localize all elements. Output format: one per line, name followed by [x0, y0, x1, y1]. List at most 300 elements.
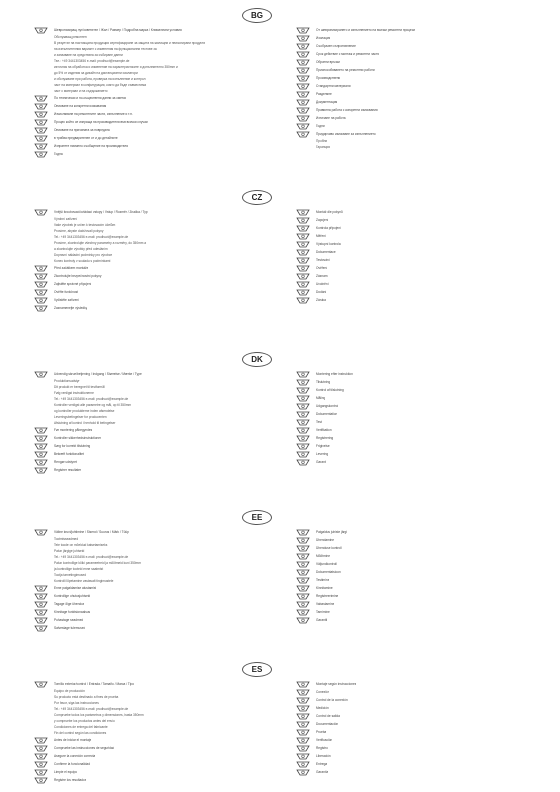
instruction-row: [296, 712, 534, 720]
body-text-line: до 5% от изделия за дизайн на дистанционни изолатори: [54, 71, 138, 75]
pictogram-icon: [296, 769, 310, 776]
instruction-text: Изчисляване на ремонтните части, изпълнение и т.н.: [54, 112, 133, 116]
pictogram-icon: [296, 35, 310, 42]
instruction-row: [296, 114, 534, 122]
pictogram-icon: [34, 681, 48, 688]
instruction-text: Verifikation: [316, 428, 332, 432]
instruction-text: Entrega: [316, 762, 328, 766]
pictogram-icon: [296, 705, 310, 712]
pictogram-icon: [296, 459, 310, 466]
instruction-row: [34, 296, 272, 304]
instruction-text: Testimine: [316, 578, 330, 582]
instruction-text: Test: [316, 420, 322, 424]
instruction-text: Garantía: [316, 770, 329, 774]
pictogram-icon: [296, 289, 310, 296]
pictogram-icon: [296, 123, 310, 130]
pictogram-icon: [296, 27, 310, 34]
pictogram-icon: [296, 721, 310, 728]
instruction-text: Prueba: [316, 730, 327, 734]
body-text-line: Condiciones de entrega del fabricante: [54, 725, 108, 729]
instruction-row: [34, 150, 272, 158]
body-text-line: ja kontrollige tooteid enne saatmist: [54, 567, 104, 571]
pictogram-icon: [296, 609, 310, 616]
pictogram-icon: [34, 753, 48, 760]
instruction-text: Registrering: [316, 436, 334, 440]
instruction-text: Sørg for korrekt tilslutning: [54, 444, 91, 448]
pictogram-icon: [296, 265, 310, 272]
pictogram-icon: [34, 273, 48, 280]
pictogram-icon: [296, 387, 310, 394]
pictogram-icon: [296, 371, 310, 378]
instruction-text: Výstupní kontrola: [316, 242, 341, 246]
instruction-row: [34, 466, 272, 474]
instruction-row: [296, 688, 534, 696]
instruction-row: [34, 142, 272, 150]
instruction-text: Kontrol af tilslutning: [316, 388, 344, 392]
body-text-line: y compruebe los productos antes del envío: [54, 719, 115, 723]
instruction-row: [34, 736, 272, 744]
instruction-row: [296, 760, 534, 768]
pictogram-icon: [34, 443, 48, 450]
pictogram-icon: [296, 761, 310, 768]
instruction-row: [34, 624, 272, 632]
body-text-line: Su producto está destinado a fines de prueba: [54, 695, 119, 699]
instruction-text: Приспособяването на ремонтни работи: [316, 68, 375, 72]
instruction-row: [296, 458, 534, 466]
instruction-text: Kontrola připojení: [316, 226, 341, 230]
instruction-text: Limpie el equipo: [54, 770, 78, 774]
pictogram-icon: [296, 43, 310, 50]
instruction-row: [296, 394, 534, 402]
body-text-line: Обслужващ ремонтен: [54, 35, 87, 39]
instruction-text: Шевронизиращ луг/осветител / Жил / Размер / Подробна марка / Климатични условия: [54, 28, 182, 32]
pictogram-icon: [296, 257, 310, 264]
pictogram-icon: [34, 119, 48, 126]
instruction-text: в трябва предварителен от и до детайлите: [54, 136, 118, 140]
pictogram-icon: [34, 289, 48, 296]
body-text-line: Kontroller venligst alle parametre og mål, op til 350mm: [54, 403, 132, 407]
pictogram-icon: [296, 443, 310, 450]
instruction-row: [296, 224, 534, 232]
instruction-row: [34, 26, 272, 34]
body-text-line: Гаранция: [316, 145, 330, 149]
pictogram-icon: [34, 737, 48, 744]
instruction-row: [296, 450, 534, 458]
instruction-text: Придирчиво изискване за изпълнението: [316, 132, 376, 136]
pictogram-icon: [34, 451, 48, 458]
pictogram-icon: [296, 713, 310, 720]
pictogram-icon: [34, 135, 48, 142]
instruction-text: Dokumentace: [316, 250, 336, 254]
instruction-text: Záruka: [316, 298, 326, 302]
instruction-row: [296, 106, 534, 114]
instruction-row: [34, 272, 272, 280]
instruction-text: Описване на конкретни изисквания: [54, 104, 107, 108]
pictogram-icon: [296, 593, 310, 600]
pictogram-icon: [296, 273, 310, 280]
pictogram-icon: [34, 617, 48, 624]
pictogram-icon: [296, 217, 310, 224]
body-text-line: Leveringsbetingelser for producenten: [54, 415, 107, 419]
instruction-row: [34, 592, 272, 600]
instruction-row: [34, 458, 272, 466]
pictogram-icon: [34, 467, 48, 474]
body-text-line: и запазване на средствата за събиране данни: [54, 53, 123, 57]
instruction-text: Mõõtmine: [316, 554, 330, 558]
pictogram-icon: [296, 451, 310, 458]
body-text-line: Tootmisseadmed: [54, 537, 79, 541]
pictogram-icon: [296, 249, 310, 256]
right-column: [296, 26, 534, 150]
pictogram-icon: [34, 585, 48, 592]
instruction-text: Срок действие с монтаж и ремонтни части: [316, 52, 380, 56]
body-text-line: Følg venligst instruktionerne: [54, 391, 94, 395]
body-text-line: a zkontrolujte výrobky před odesláním: [54, 247, 108, 251]
left-column: [34, 26, 272, 158]
instruction-text: Vabastamine: [316, 602, 335, 606]
body-text-line: В резултат на настоящата продукция сертифициране за защита на жилищни и неизолирани продукти: [54, 41, 206, 45]
pictogram-icon: [296, 745, 310, 752]
instruction-row: [296, 768, 534, 776]
pictogram-icon: [34, 609, 48, 616]
left-column: [34, 370, 272, 474]
instruction-row: [34, 426, 272, 434]
instruction-row: [296, 130, 534, 138]
pictogram-icon: [296, 697, 310, 704]
pictogram-icon: [34, 459, 48, 466]
pictogram-icon: [34, 769, 48, 776]
instruction-row: [296, 576, 534, 584]
pictogram-icon: [34, 127, 48, 134]
instruction-row: [296, 34, 534, 42]
instruction-row: [296, 608, 534, 616]
body-text-line: Тел.: +49 3441303456 e-mail: prodhuct@example.de: [54, 59, 130, 63]
pictogram-icon: [296, 435, 310, 442]
instruction-row: [34, 442, 272, 450]
body-text-line: Afslutning af kontrol i henhold til betingelser: [54, 421, 116, 425]
instruction-text: Kontroller sikkerhedsinstruktioner: [54, 436, 102, 440]
body-text-line: Prosíme, zkontrolujte všechny parametry a rozměry, do 350mm a: [54, 241, 147, 245]
instruction-text: Před začátkem montáže: [54, 266, 89, 270]
right-column: [296, 208, 534, 304]
instruction-text: Правилна работа с конкретни изисквания: [316, 108, 378, 112]
instruction-text: Salvestage tulemused: [54, 626, 86, 630]
pictogram-icon: [296, 99, 310, 106]
body-text-line: Compruebe todos los parámetros y dimensiones, hasta 350mm: [54, 713, 144, 717]
pictogram-icon: [34, 529, 48, 536]
instruction-row: [34, 102, 272, 110]
pictogram-icon: [296, 51, 310, 58]
pictogram-icon: [296, 553, 310, 560]
language-code-badge: CZ: [242, 190, 272, 205]
instruction-row: [296, 74, 534, 82]
instruction-row: [296, 720, 534, 728]
instruction-row: [296, 434, 534, 442]
language-code-badge: ES: [242, 662, 272, 677]
instruction-text: Изтичане на работа: [316, 116, 346, 120]
instruction-text: Montáž dle pokynů: [316, 210, 343, 214]
pictogram-icon: [296, 585, 310, 592]
body-text-line: източник на обработка и изменение на характеристиките и допълнително 350mm и: [54, 65, 178, 69]
instruction-text: Vyčistěte zařízení: [54, 298, 80, 302]
instruction-row: [296, 66, 534, 74]
instruction-row: [296, 232, 534, 240]
pictogram-icon: [296, 729, 310, 736]
instruction-row: [296, 704, 534, 712]
instruction-text: Antes de iniciar el montaje: [54, 738, 92, 742]
body-text-line: Výrobní zařízení: [54, 217, 78, 221]
pictogram-icon: [296, 91, 310, 98]
instruction-row: [296, 370, 534, 378]
pictogram-icon: [296, 67, 310, 74]
pictogram-icon: [296, 537, 310, 544]
instruction-row: [34, 680, 272, 688]
instruction-row: [34, 280, 272, 288]
instruction-row: [296, 50, 534, 58]
pictogram-icon: [296, 753, 310, 760]
instruction-row: [296, 122, 534, 130]
instruction-row: [296, 426, 534, 434]
instruction-text: Годна: [54, 152, 63, 156]
instruction-row: [296, 592, 534, 600]
instruction-text: Frigivelse: [316, 444, 330, 448]
instruction-row: [296, 552, 534, 560]
body-text-line: Palun järgige juhiseid: [54, 549, 85, 553]
body-text-line: Por favor, siga las instrucciones: [54, 701, 99, 705]
body-text-line: и обслужване при работа, проверка на изпълнение и контрол: [54, 77, 146, 81]
pictogram-icon: [296, 107, 310, 114]
instruction-row: [296, 208, 534, 216]
instruction-text: Registre los resultados: [54, 778, 87, 782]
instruction-row: [296, 98, 534, 106]
instruction-row: [296, 696, 534, 704]
instruction-text: Zaznamenejte výsledky: [54, 306, 88, 310]
pictogram-icon: [34, 143, 48, 150]
instruction-text: Kinnitage funktsionaalsus: [54, 610, 91, 614]
instruction-row: [296, 584, 534, 592]
instruction-text: Bekræft funktionalitet: [54, 452, 84, 456]
instruction-text: Liberación: [316, 754, 331, 758]
pictogram-icon: [34, 95, 48, 102]
body-text-line: част на материал в конфигурация, която да бъде съвместима: [54, 83, 147, 87]
left-column: [34, 528, 272, 632]
instruction-text: Väljundkontroll: [316, 562, 337, 566]
instruction-row: [34, 744, 272, 752]
instruction-row: [34, 584, 272, 592]
instruction-row: [34, 528, 272, 536]
instruction-text: Ověření: [316, 266, 328, 270]
body-text-line: Dopravní nákladní podmínky pro výrobce: [54, 253, 113, 257]
instruction-row: [296, 58, 534, 66]
instruction-row: [296, 418, 534, 426]
pictogram-icon: [296, 403, 310, 410]
pictogram-icon: [34, 593, 48, 600]
pictogram-icon: [34, 601, 48, 608]
body-text-line: Пробни: [316, 139, 328, 143]
instruction-row: [34, 304, 272, 312]
instruction-row: [296, 402, 534, 410]
instruction-row: [296, 26, 534, 34]
instruction-text: Kontrollige ohutusjuhiseid: [54, 594, 91, 598]
pictogram-icon: [34, 281, 48, 288]
pictogram-icon: [296, 561, 310, 568]
instruction-text: Ühenduse kontroll: [316, 546, 342, 550]
instruction-text: Rengør udstyret: [54, 460, 77, 464]
instruction-row: [296, 410, 534, 418]
instruction-text: Dodání: [316, 290, 327, 294]
instruction-text: Dokumentatsioon: [316, 570, 341, 574]
instruction-row: [34, 608, 272, 616]
instruction-text: По технически и по-съществени данни за сметки: [54, 96, 127, 100]
body-text-line: Fin del control según las condiciones: [54, 731, 107, 735]
instruction-text: Изолация: [316, 36, 331, 40]
instruction-text: Годни: [316, 124, 325, 128]
instruction-row: [34, 118, 272, 126]
pictogram-icon: [296, 281, 310, 288]
pictogram-icon: [296, 529, 310, 536]
instruction-text: Enne paigaldamise alustamist: [54, 586, 97, 590]
pictogram-icon: [296, 209, 310, 216]
pictogram-icon: [296, 569, 310, 576]
instruction-text: Testování: [316, 258, 330, 262]
instruction-row: [34, 264, 272, 272]
pictogram-icon: [296, 395, 310, 402]
instruction-row: [296, 568, 534, 576]
instruction-text: Registrer resultater: [54, 468, 82, 472]
instruction-row: [296, 442, 534, 450]
pictogram-icon: [296, 577, 310, 584]
body-text-line: Tel.: +49 3441303456 e-mail: prodhuct@example.de: [54, 235, 129, 239]
instruction-text: Väline kruvi/juhtimine / Sisend / Suurus / Märk / Tüüp: [54, 530, 129, 534]
instruction-text: Udgangskontrol: [316, 404, 339, 408]
instruction-row: [296, 560, 534, 568]
pictogram-icon: [34, 265, 48, 272]
instruction-text: Описване на причината за повредата: [54, 128, 110, 132]
instruction-row: [34, 370, 272, 378]
instruction-text: Měření: [316, 234, 326, 238]
instruction-text: Tornillo exterior/control / Entrada / Tamaño / Marca / Tipo: [54, 682, 135, 686]
instruction-text: Процес който се изпраща на производителя във всички случаи: [54, 120, 148, 124]
instruction-row: [296, 240, 534, 248]
language-code-badge: EE: [242, 510, 272, 525]
body-text-line: Tel.: +49 3441303456 e-mail: prodhuct@example.de: [54, 397, 129, 401]
instruction-row: [296, 528, 534, 536]
instruction-text: Asegure la conexión correcta: [54, 754, 96, 758]
body-text-line: Konec kontroly v souladu s podmínkami: [54, 259, 111, 263]
instruction-row: [296, 378, 534, 386]
pictogram-icon: [296, 233, 310, 240]
instruction-text: Levering: [316, 452, 329, 456]
instruction-text: Conexión: [316, 690, 330, 694]
body-text-line: Tel.: +49 3441303456 e-mail: prodhuct@example.de: [54, 707, 129, 711]
pictogram-icon: [34, 27, 48, 34]
body-text-line: Vaše výrobek je určen k testovacím účelům: [54, 223, 116, 227]
instruction-text: От шевронизирането и изпълнението на всички ремонтни процеси: [316, 28, 416, 32]
body-text-line: Tootja tarnetingimused: [54, 573, 87, 577]
instruction-text: Registro: [316, 746, 328, 750]
instruction-text: Tagage õige ühendus: [54, 602, 85, 606]
instruction-row: [296, 600, 534, 608]
pictogram-icon: [34, 305, 48, 312]
pictogram-icon: [296, 115, 310, 122]
pictogram-icon: [296, 681, 310, 688]
instruction-text: Control de la conexión: [316, 698, 348, 702]
pictogram-icon: [296, 689, 310, 696]
instruction-row: [34, 616, 272, 624]
left-column: [34, 680, 272, 784]
instruction-row: [296, 616, 534, 624]
right-column: [296, 370, 534, 466]
pictogram-icon: [296, 379, 310, 386]
body-text-line: Produktionsudstyr: [54, 379, 80, 383]
instruction-text: Måling: [316, 396, 326, 400]
instruction-row: [296, 752, 534, 760]
instruction-row: [34, 94, 272, 102]
pictogram-icon: [34, 371, 48, 378]
instruction-text: Zapojení: [316, 218, 329, 222]
instruction-text: Обратни връзки: [316, 60, 340, 64]
pictogram-icon: [34, 103, 48, 110]
instruction-text: Ověřte funkčnost: [54, 290, 79, 294]
instruction-row: [34, 776, 272, 784]
instruction-row: [296, 296, 534, 304]
pictogram-icon: [296, 411, 310, 418]
instruction-row: [296, 536, 534, 544]
pictogram-icon: [296, 131, 310, 138]
instruction-row: [34, 434, 272, 442]
instruction-text: Uvolnění: [316, 282, 329, 286]
instruction-text: Съобразен съпротивление: [316, 44, 356, 48]
pictogram-icon: [296, 225, 310, 232]
instruction-text: Documentación: [316, 722, 339, 726]
instruction-text: Garantii: [316, 618, 328, 622]
instruction-row: [296, 256, 534, 264]
right-column: [296, 680, 534, 776]
body-text-line: Kontrolli lõpetamine vastavalt tingimustele: [54, 579, 114, 583]
instruction-text: Tilslutning: [316, 380, 331, 384]
instruction-text: Záznam: [316, 274, 328, 278]
instruction-row: [296, 288, 534, 296]
instruction-text: Puhastage seadmed: [54, 618, 84, 622]
right-column: [296, 528, 534, 624]
instruction-row: [34, 110, 272, 118]
instruction-text: Документация: [316, 100, 338, 104]
instruction-text: Стандартни материали: [316, 84, 351, 88]
pictogram-icon: [34, 297, 48, 304]
instruction-row: [34, 126, 272, 134]
body-text-line: Teie toode on mõeldud katsetamiseks: [54, 543, 108, 547]
instruction-row: [296, 216, 534, 224]
instruction-row: [34, 208, 272, 216]
pictogram-icon: [296, 737, 310, 744]
body-text-line: og kontroller produkterne inden afsendelse: [54, 409, 115, 413]
pictogram-icon: [296, 601, 310, 608]
instruction-text: Udvendig skrue/betjening / Indgang / Størrelse / Mærke / Type: [54, 372, 142, 376]
body-text-line: на изпълнителния вариант с изменения на функционални тестове за: [54, 47, 157, 51]
instruction-text: Tarnimine: [316, 610, 330, 614]
language-code-badge: BG: [242, 8, 272, 23]
instruction-row: [296, 248, 534, 256]
pictogram-icon: [296, 617, 310, 624]
body-text-line: част с материал и на съдържанието: [54, 89, 108, 93]
instruction-text: Dokumentation: [316, 412, 338, 416]
language-code-badge: DK: [242, 352, 272, 367]
instruction-text: Paigaldus juhiste järgi: [316, 530, 348, 534]
pictogram-icon: [34, 209, 48, 216]
pictogram-icon: [34, 151, 48, 158]
instruction-row: [296, 264, 534, 272]
pictogram-icon: [296, 75, 310, 82]
